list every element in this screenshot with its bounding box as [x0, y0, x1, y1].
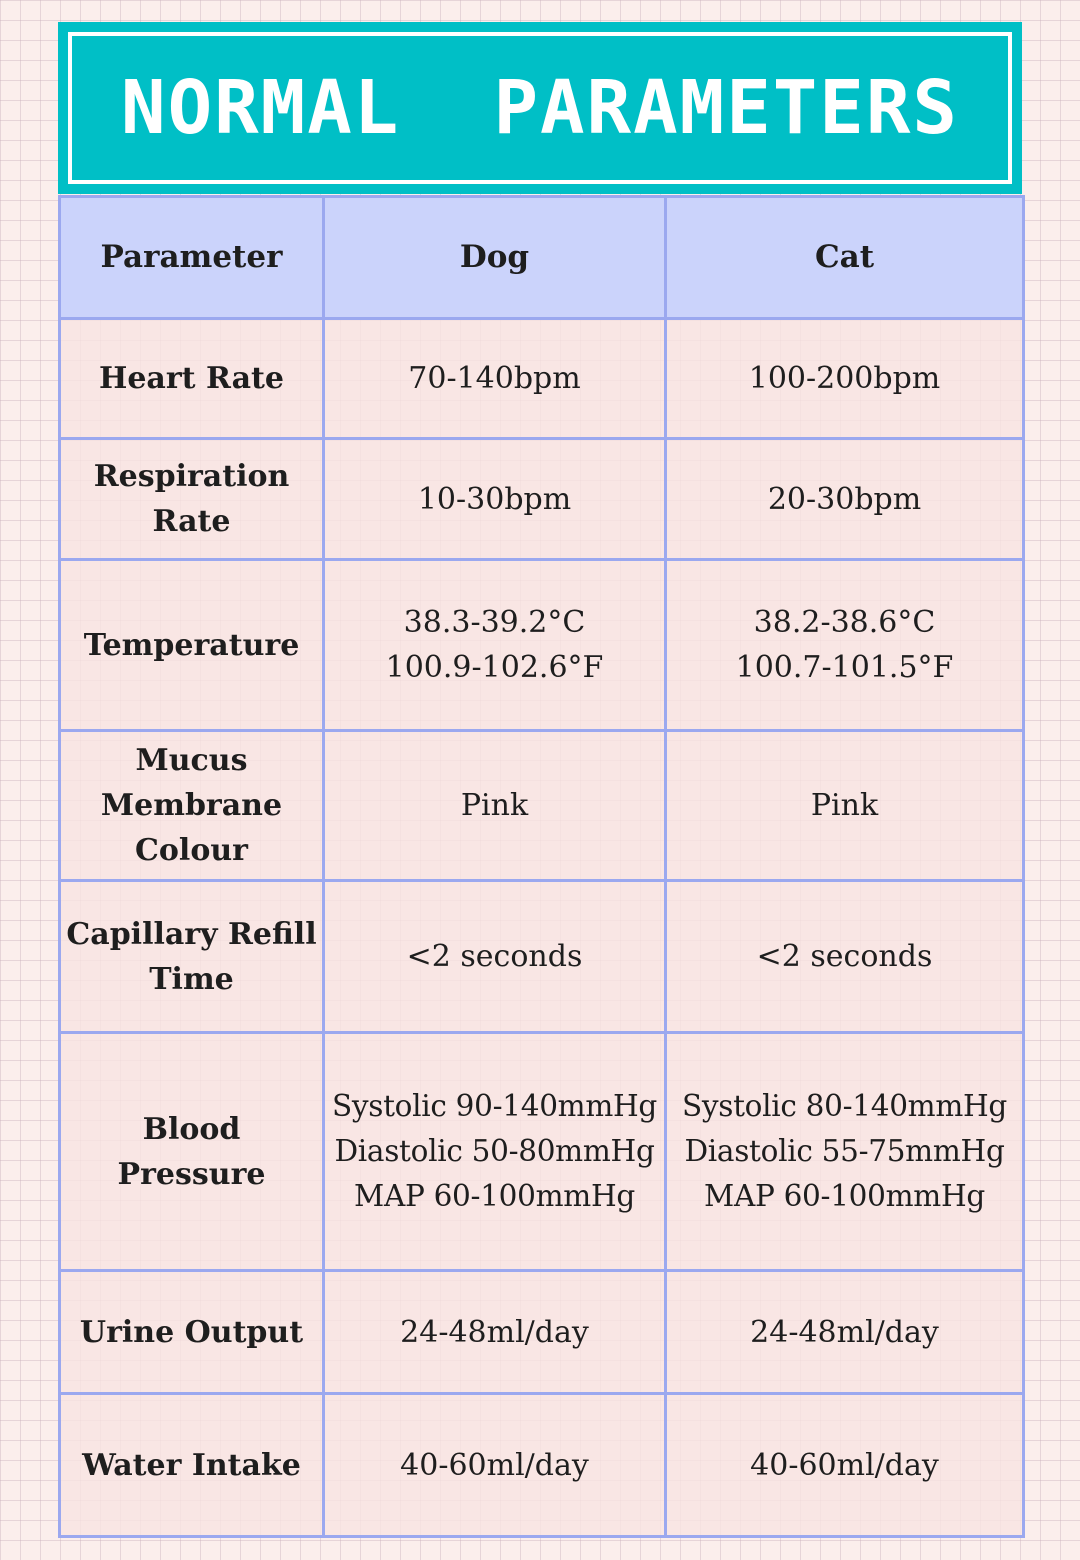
cat-value: 24-48ml/day — [666, 1271, 1024, 1394]
dog-value: 24-48ml/day — [324, 1271, 666, 1394]
dog-value: 70-140bpm — [324, 319, 666, 439]
parameter-name: Mucus Membrane Colour — [60, 731, 324, 881]
column-header-cat: Cat — [666, 197, 1024, 319]
column-header-dog: Dog — [324, 197, 666, 319]
dog-value: Pink — [324, 731, 666, 881]
parameter-name: Water Intake — [60, 1394, 324, 1537]
page-title: NORMAL PARAMETERS — [121, 65, 959, 151]
parameters-table — [58, 195, 1025, 1538]
parameter-name: Respiration Rate — [60, 439, 324, 560]
dog-value: Systolic 90-140mmHg Diastolic 50-80mmHg MAP 60-100mmHg — [324, 1033, 666, 1271]
parameter-name: Blood Pressure — [60, 1033, 324, 1271]
table-row — [60, 1271, 1024, 1394]
title-frame — [68, 32, 1012, 184]
table-row — [60, 1394, 1024, 1537]
table-row — [60, 1033, 1024, 1271]
table-row — [60, 319, 1024, 439]
table-row — [60, 439, 1024, 560]
dog-value: 40-60ml/day — [324, 1394, 666, 1537]
cat-value: 40-60ml/day — [666, 1394, 1024, 1537]
cat-value: <2 seconds — [666, 881, 1024, 1033]
table-header-row — [60, 197, 1024, 319]
cat-value: Pink — [666, 731, 1024, 881]
dog-value: 38.3-39.2°C 100.9-102.6°F — [324, 560, 666, 731]
dog-value: <2 seconds — [324, 881, 666, 1033]
table-row — [60, 560, 1024, 731]
parameter-name: Capillary Refill Time — [60, 881, 324, 1033]
title-banner — [58, 22, 1022, 194]
column-header-parameter: Parameter — [60, 197, 324, 319]
parameter-name: Temperature — [60, 560, 324, 731]
dog-value: 10-30bpm — [324, 439, 666, 560]
cat-value: 20-30bpm — [666, 439, 1024, 560]
cat-value: 38.2-38.6°C 100.7-101.5°F — [666, 560, 1024, 731]
table-row — [60, 881, 1024, 1033]
parameter-name: Urine Output — [60, 1271, 324, 1394]
cat-value: 100-200bpm — [666, 319, 1024, 439]
parameter-name: Heart Rate — [60, 319, 324, 439]
cat-value: Systolic 80-140mmHg Diastolic 55-75mmHg MAP 60-100mmHg — [666, 1033, 1024, 1271]
table-row — [60, 731, 1024, 881]
